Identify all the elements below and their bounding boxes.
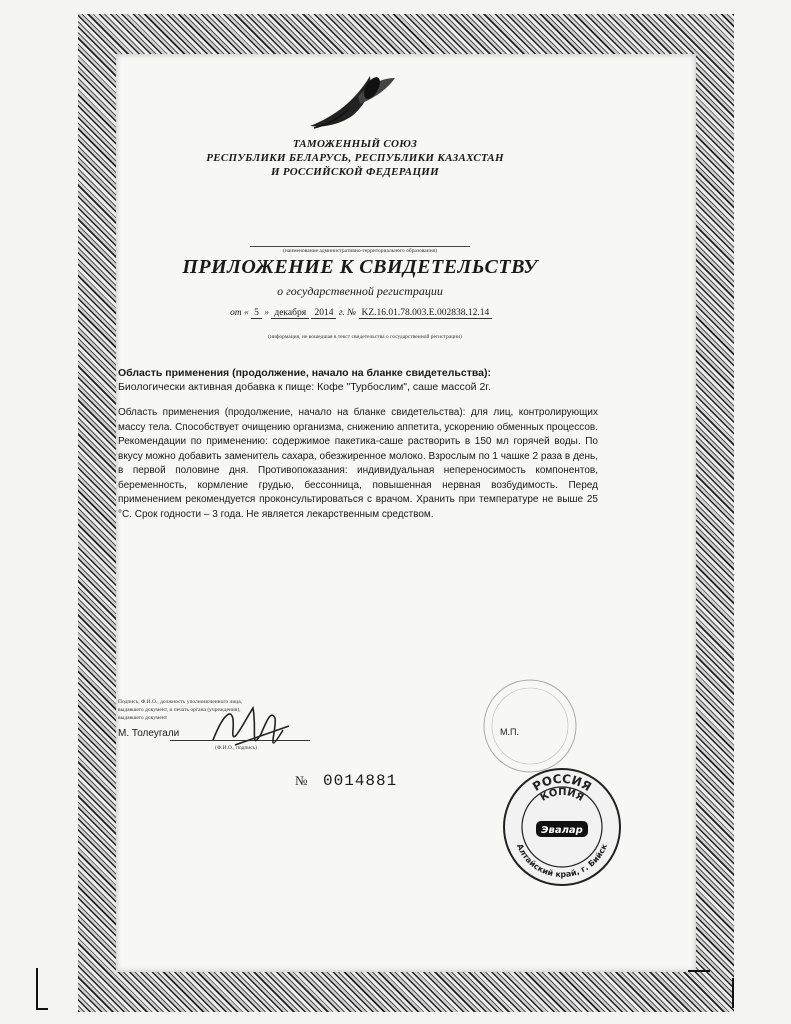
issue-month: декабря <box>271 308 309 319</box>
stamp-placeholder-icon <box>468 668 593 778</box>
signature-note-line: выдавшего документ, и печать органа (учреждения), <box>118 707 241 713</box>
scan-artifact <box>36 968 38 1010</box>
document-title: ПРИЛОЖЕНИЕ К СВИДЕТЕЛЬСТВУ <box>182 256 538 278</box>
seal-top-text: РОССИЯ <box>530 771 594 794</box>
date-mid: » <box>264 308 269 318</box>
scan-artifact <box>732 978 734 1008</box>
date-prefix: от « <box>230 308 249 318</box>
info-note: (информация, не вошедшая в текст свидетельства о государственной регистрации) <box>268 334 462 340</box>
stamp-place-label: М.П. <box>500 727 519 737</box>
union-line: И РОССИЙСКОЙ ФЕДЕРАЦИИ <box>270 166 440 178</box>
signature-note-line: Подпись, Ф.И.О., должность уполномоченного лица, <box>118 699 243 705</box>
document-subtitle: о государственной регистрации <box>277 284 443 298</box>
seal-bottom-text: Алтайский край, г. Бийск <box>514 842 610 880</box>
scope-heading: Область применения (продолжение, начало на бланке свидетельства): <box>118 367 491 379</box>
union-line: ТАМОЖЕННЫЙ СОЮЗ <box>292 138 418 150</box>
form-number-value: 0014881 <box>323 772 398 790</box>
scan-artifact <box>36 1008 48 1010</box>
issue-date-line <box>230 308 590 318</box>
application-text: Область применения (продолжение, начало на бланке свидетельства): для лиц, контролирующих массу тела. Способствует очищению организма, снижению аппетита, ускорению обменных процессов. Рекомендации по применению: содержимое пакетика-саше растворить в 150 мл горячей воды. По вкусу можно добавить заменитель сахара, обезжиренное молоко. Взрослым по 1 чашке 2 раза в день, в первой половине дня. Противопоказания: индивидуальная непереносимость компонентов, беременность, кормление грудью, бессонница, повышенная нервная возбудимость. Перед применением рекомендуется проконсультироваться с врачом. Хранить при температуре не выше 25 °С. Срок годности – 3 года. Не является лекарственным средством. <box>118 407 598 520</box>
copy-seal-stamp-icon <box>500 765 625 890</box>
union-line: РЕСПУБЛИКИ БЕЛАРУСЬ, РЕСПУБЛИКИ КАЗАХСТАН <box>206 152 504 164</box>
scope-section <box>118 366 598 394</box>
seal-brand: Эвалар <box>541 825 583 836</box>
registration-number: KZ.16.01.78.003.Е.002838.12.14 <box>359 308 493 319</box>
customs-union-heading <box>200 137 510 179</box>
customs-union-emblem-icon <box>300 66 410 136</box>
issue-day: 5 <box>251 308 262 319</box>
handwritten-signature-icon <box>205 690 295 770</box>
signature-note-line: выдавшего документ <box>118 715 168 721</box>
scan-artifact <box>688 970 710 972</box>
admin-territory-note: (наименование административно-территориального образования) <box>250 246 470 254</box>
issue-year: 2014 <box>311 308 336 319</box>
seal-middle-text: КОПИЯ <box>538 786 586 804</box>
product-name: Биологически активная добавка к пище: Кофе "Турбослим", саше массой 2г. <box>118 381 491 393</box>
year-suffix: г. <box>338 308 345 318</box>
number-label: № <box>347 308 357 318</box>
signatory-name: М. Толеугали <box>118 728 180 739</box>
form-number <box>295 772 397 790</box>
form-number-prefix: № <box>295 773 309 788</box>
signature-caption: (Ф.И.О., подпись) <box>215 745 257 751</box>
